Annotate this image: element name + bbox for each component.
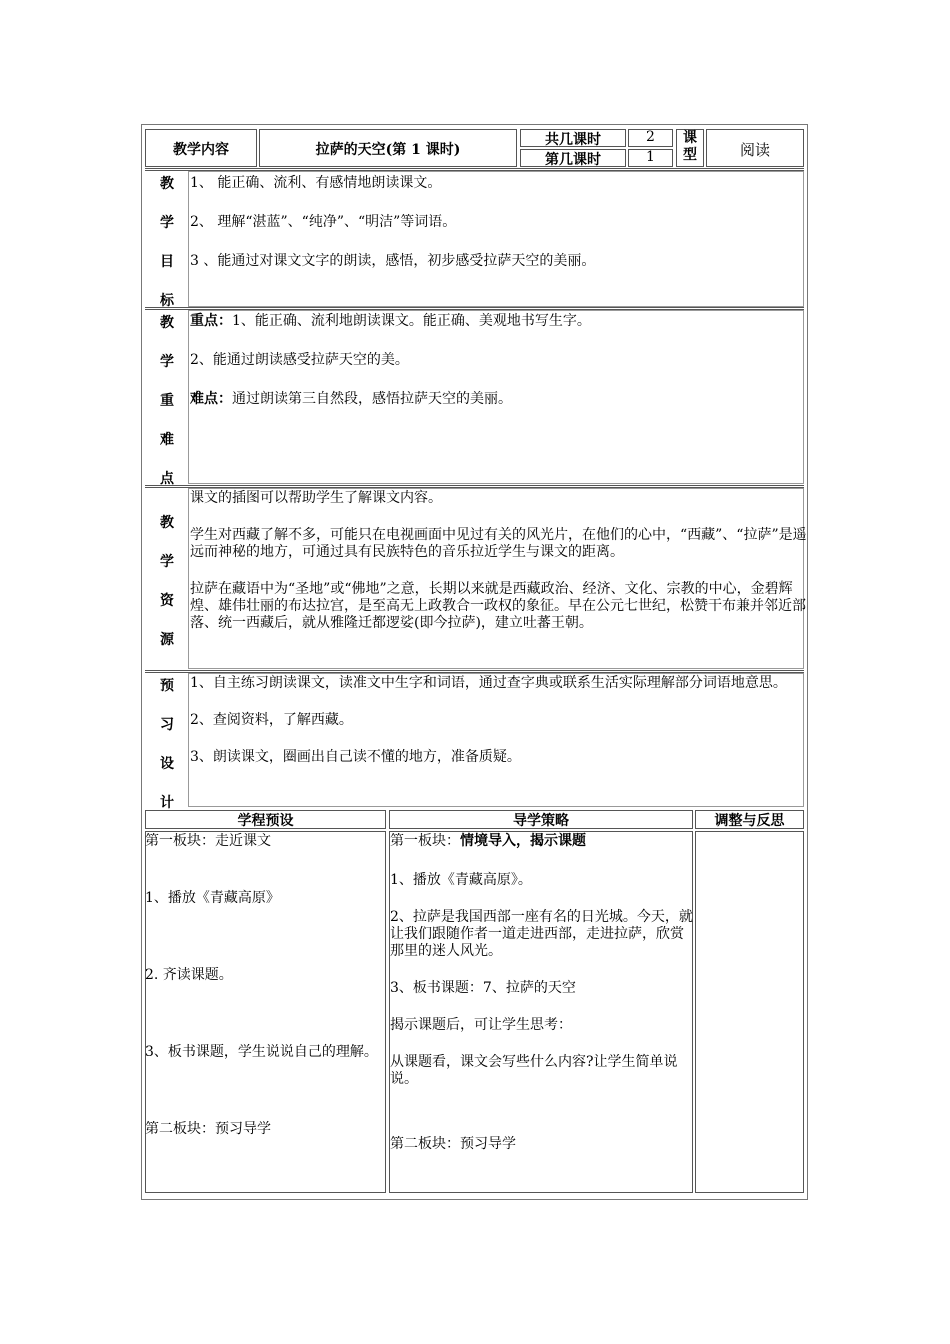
col2-item: 揭示课题后，可让学生思考： xyxy=(390,1017,572,1033)
objectives-label: 教 学 目 标 xyxy=(160,176,174,309)
col2-item: 1、播放《青藏高原》。 xyxy=(390,872,532,888)
preview-item: 3、朗读课文，圈画出自己读不懂的地方，准备质疑。 xyxy=(190,749,521,765)
resources-content xyxy=(190,490,807,632)
resource-item: 课文的插图可以帮助学生了解课文内容。 xyxy=(190,490,442,506)
col1-item: 2. 齐读课题。 xyxy=(145,967,233,983)
resource-item: 学生对西藏了解不多，可能只在电视画面中见过有关的风光片，在他们的心中，“西藏”、“拉萨”是遥远而神秘的地方，可通过具有民族特色的音乐拉近学生与课文的距离。 xyxy=(190,527,807,560)
col1-item: 1、播放《青藏高原》 xyxy=(145,890,280,906)
objectives-content xyxy=(190,175,802,270)
col3-cell xyxy=(695,831,804,1193)
col2-header: 导学策略 xyxy=(513,813,569,829)
resource-item: 拉萨在藏语中为“圣地”或“佛地”之意，长期以来就是西藏政治、经济、文化、宗教的中心，金碧辉煌、雄伟壮丽的布达拉宫，是至高无上政教合一政权的象征。早在公元七世纪，松赞干布兼并邻近部落、统一西藏后，就从雅隆迁都逻娑(即今拉萨)，建立吐蕃王朝。 xyxy=(190,581,806,631)
lesson-title: 拉萨的天空(第 1 课时) xyxy=(315,142,461,158)
col1-header: 学程预设 xyxy=(237,813,294,829)
col2-block1-prefix: 第一板块： xyxy=(390,833,460,849)
objective-item: 1、 能正确、流利、有感情地朗读课文。 xyxy=(190,175,442,191)
preview-item: 1、自主练习朗读课文，读准文中生字和词语，通过查字典或联系生活实际理解部分词语地意思。 xyxy=(190,675,787,691)
col2-block1-title: 情境导入，揭示课题 xyxy=(460,833,586,849)
col1-item: 第二板块：预习导学 xyxy=(145,1121,271,1137)
col1-item: 第一板块：走近课文 xyxy=(145,833,271,849)
col1-item: 3、板书课题，学生说说自己的理解。 xyxy=(145,1044,378,1060)
col2-item: 2、拉萨是我国西部一座有名的日光城。今天，就让我们跟随作者一道走进西部，走进拉萨，欣赏那里的迷人风光。 xyxy=(390,909,693,959)
col1-content xyxy=(145,833,385,1138)
col3-header: 调整与反思 xyxy=(714,813,785,829)
key-line-2: 2、能通过朗读感受拉萨天空的美。 xyxy=(190,352,409,368)
difficult-title: 难点： xyxy=(190,391,232,407)
resources-label: 教 学 资 源 xyxy=(160,515,174,648)
total-periods-label: 共几课时 xyxy=(545,132,601,148)
key-points-content xyxy=(190,313,802,408)
type-label: 课型 xyxy=(683,130,697,163)
preview-item: 2、查阅资料，了解西藏。 xyxy=(190,712,353,728)
key-line-1: 1、能正确、流利地朗读课文。能正确、美观地书写生字。 xyxy=(232,313,591,329)
difficult-text: 通过朗读第三自然段，感悟拉萨天空的美丽。 xyxy=(232,391,512,407)
col2-item: 从课题看，课文会写些什么内容?让学生简单说说。 xyxy=(390,1054,678,1087)
content-label: 教学内容 xyxy=(173,142,229,158)
key-title: 重点： xyxy=(190,313,232,329)
col2-item: 第二板块：预习导学 xyxy=(390,1136,516,1152)
period-no-label: 第几课时 xyxy=(545,152,601,168)
objective-item: 3 、能通过对课文文字的朗读，感悟，初步感受拉萨天空的美丽。 xyxy=(190,253,596,269)
key-points-label: 教 学 重 难 点 xyxy=(160,315,174,487)
col2-item: 3、板书课题：7、拉萨的天空 xyxy=(390,980,576,996)
preview-content xyxy=(190,675,807,766)
type-value: 阅读 xyxy=(739,141,770,159)
preview-label: 预 习 设 计 xyxy=(160,678,174,811)
total-periods-value: 2 xyxy=(646,129,655,145)
col2-content xyxy=(390,833,693,1153)
period-no-value: 1 xyxy=(646,149,655,165)
objective-item: 2、 理解“湛蓝”、“纯净”、“明洁”等词语。 xyxy=(190,214,457,230)
